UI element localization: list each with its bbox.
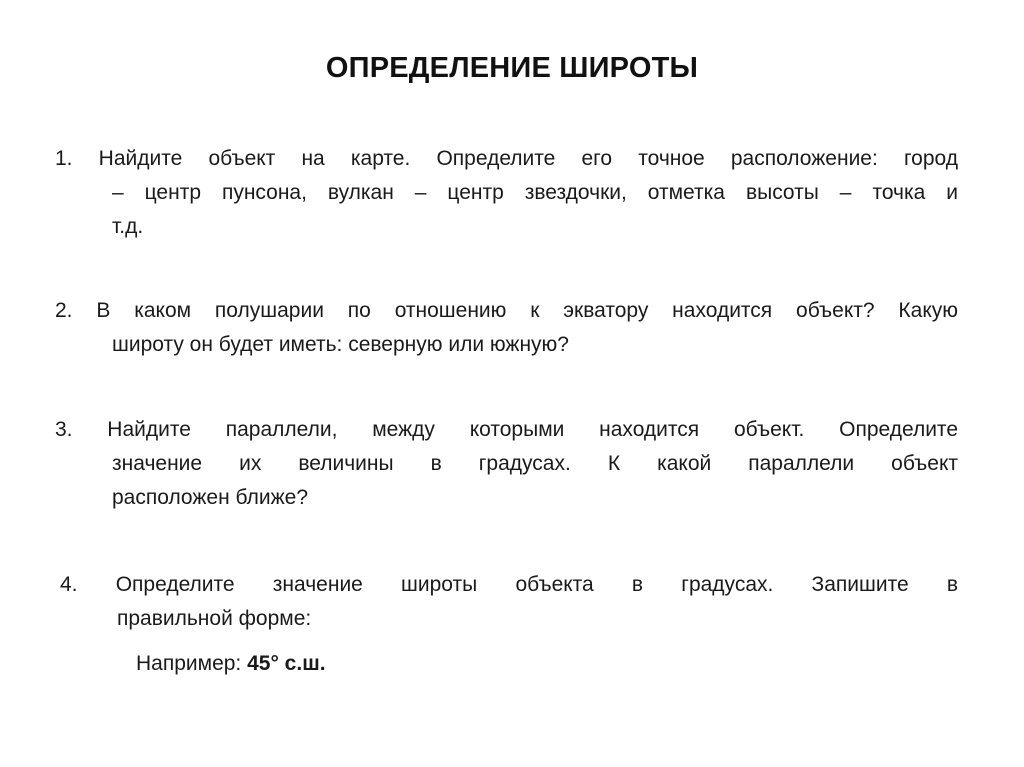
list-item-1-line-1: 1. Найдите объект на карте. Определите его точное расположение: город [55, 147, 958, 170]
list-item-3-line-3: расположен ближе? [112, 486, 309, 509]
example-value: 45° с.ш. [247, 652, 326, 675]
list-item-3 [55, 413, 958, 515]
list-item-3-line-2: значение их величины в градусах. К какой параллели объект [112, 452, 958, 475]
list-item-4-line-1: 4. Определите значение широты объекта в градусах. Запишите в [60, 573, 958, 596]
list-item-1-line-3: т.д. [112, 215, 144, 238]
list-item-1-line-2: – центр пунсона, вулкан – центр звездочки, отметка высоты – точка и [112, 181, 958, 204]
list-item-4-line-2: правильной форме: [117, 607, 312, 630]
example-label: Например: [136, 652, 248, 675]
slide-title: ОПРЕДЕЛЕНИЕ ШИРОТЫ [325, 52, 699, 84]
list-item-3-line-1: 3. Найдите параллели, между которыми находится объект. Определите [55, 418, 958, 441]
list-item-2 [55, 294, 958, 362]
list-item-1 [55, 142, 958, 244]
list-item-2-line-2: широту он будет иметь: северную или южную? [112, 333, 569, 356]
example-line [136, 647, 326, 681]
list-item-4 [60, 568, 958, 636]
list-item-2-line-1: 2. В каком полушарии по отношению к экватору находится объект? Какую [55, 299, 958, 322]
